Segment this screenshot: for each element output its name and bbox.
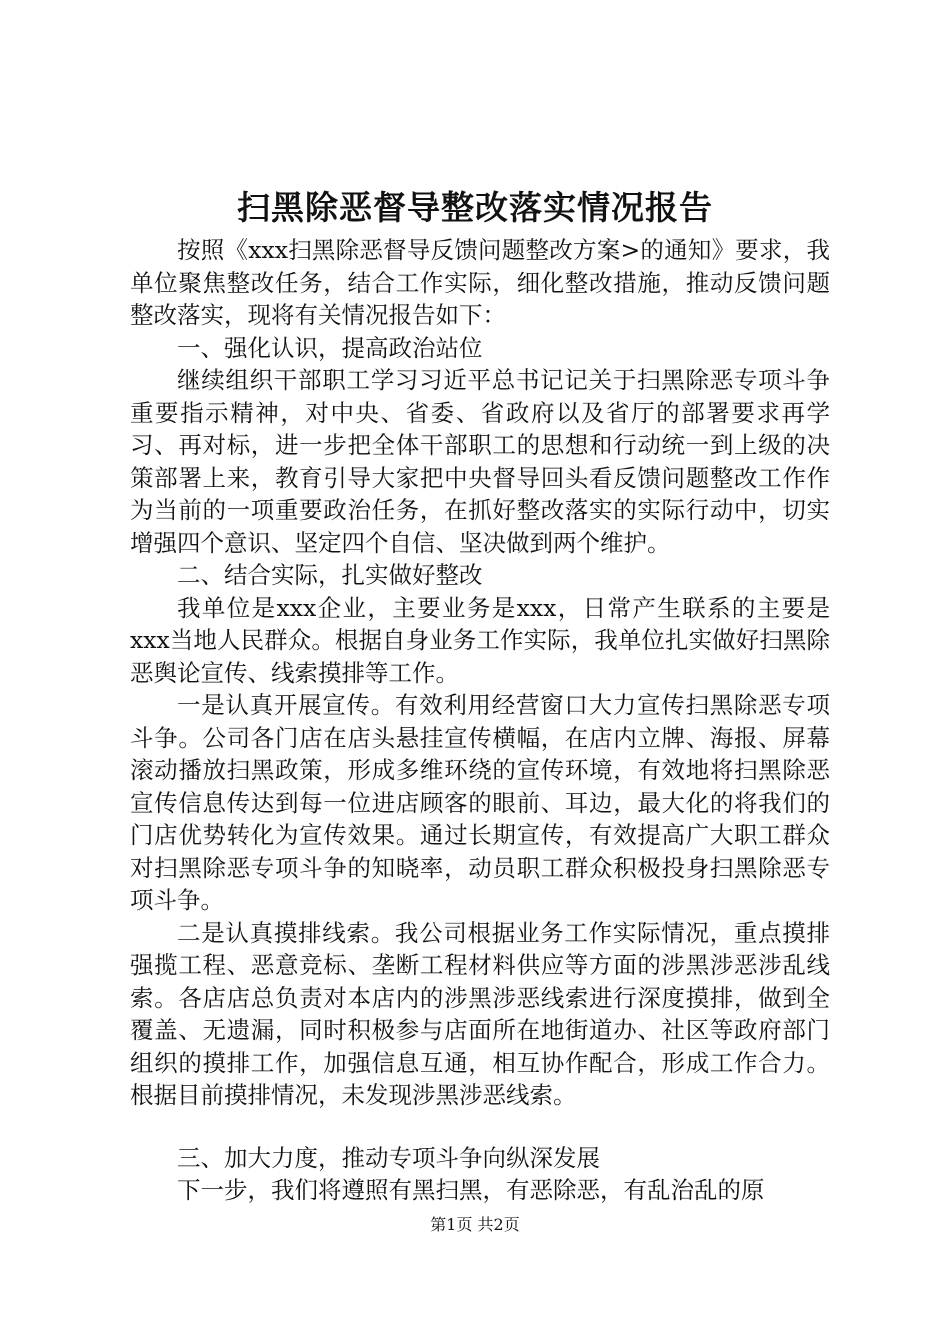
section-heading-1: 一、强化认识，提高政治站位 — [177, 333, 483, 362]
document-body — [130, 234, 830, 1207]
section-heading-2: 二、结合实际，扎实做好整改 — [177, 561, 483, 589]
section-heading-3: 三、加大力度，推动专项斗争向纵深发展 — [177, 1143, 600, 1172]
section-2-paragraph: 我单位是xxx企业，主要业务是xxx，日常产生联系的主要是xxx当地人民群众。根据自身业务工作实际，我单位扎实做好扫黑除恶舆论宣传、线索摸排等工作。 — [130, 593, 830, 687]
publicity-paragraph: 一是认真开展宣传。有效利用经营窗口大力宣传扫黑除恶专项斗争。公司各门店在店头悬挂宣传横幅，在店内立牌、海报、屏幕滚动播放扫黑政策，形成多维环绕的宣传环境，有效地将扫黑除恶宣传信息传达到每一位进店顾客的眼前、耳边，最大化的将我们的门店优势转化为宣传效果。通过长期宣传，有效提高广大职工群众对扫黑除恶专项斗争的知晓率，动员职工群众积极投身扫黑除恶专项斗争。 — [130, 691, 830, 914]
intro-paragraph: 按照《xxx扫黑除恶督导反馈问题整改方案>的通知》要求，我单位聚焦整改任务，结合工作实际，细化整改措施，推动反馈问题整改落实，现将有关情况报告如下： — [130, 236, 830, 329]
section-1-paragraph: 继续组织干部职工学习习近平总书记记关于扫黑除恶专项斗争重要指示精神，对中央、省委、省政府以及省厅的部署要求再学习、再对标，进一步把全体干部职工的思想和行动统一到上级的决策部署上来，教育引导大家把中央督导回头看反馈问题整改工作作为当前的一项重要政治任务，在抓好整改落实的实际行动中，切实增强四个意识、坚定四个自信、坚决做到两个维护。 — [130, 366, 830, 557]
document-title: 扫黑除恶督导整改落实情况报告 — [237, 188, 713, 227]
page-footer: 第1页 共2页 — [430, 1215, 520, 1234]
section-3-paragraph: 下一步，我们将遵照有黑扫黑，有恶除恶，有乱治乱的原 — [177, 1176, 765, 1204]
investigation-paragraph: 二是认真摸排线索。我公司根据业务工作实际情况，重点摸排强揽工程、恶意竞标、垄断工程材料供应等方面的涉黑涉恶涉乱线索。各店店总负责对本店内的涉黑涉恶线索进行深度摸排，做到全覆盖、无遗漏，同时积极参与店面所在地街道办、社区等政府部门组织的摸排工作，加强信息互通，相互协作配合，形成工作合力。根据目前摸排情况，未发现涉黑涉恶线索。 — [130, 918, 830, 1109]
